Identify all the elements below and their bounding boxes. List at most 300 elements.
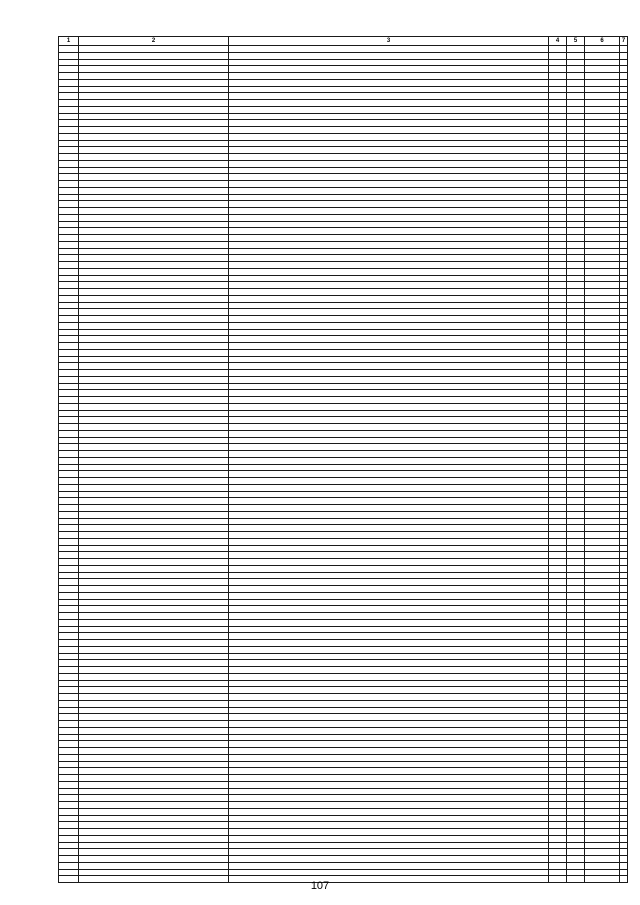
table-row — [59, 383, 628, 390]
table-cell — [567, 316, 585, 323]
table-row — [59, 208, 628, 215]
table-cell — [585, 721, 620, 728]
page-number: 107 — [310, 880, 330, 892]
table-cell — [59, 113, 79, 120]
table-header-row — [59, 37, 628, 46]
table-row — [59, 444, 628, 451]
table-cell — [79, 113, 229, 120]
table-cell — [229, 748, 549, 755]
table-cell — [79, 700, 229, 707]
works-table — [58, 36, 628, 883]
table-cell — [59, 154, 79, 161]
table-cell — [549, 86, 567, 93]
table-cell — [620, 565, 628, 572]
table-cell — [229, 673, 549, 680]
table-cell — [620, 430, 628, 437]
table-row — [59, 694, 628, 701]
table-cell — [59, 451, 79, 458]
table-cell — [567, 552, 585, 559]
table-cell — [567, 808, 585, 815]
table-body — [59, 37, 628, 883]
table-cell — [59, 491, 79, 498]
table-cell — [585, 545, 620, 552]
table-cell — [549, 511, 567, 518]
table-cell — [567, 592, 585, 599]
table-cell — [79, 559, 229, 566]
table-cell — [59, 282, 79, 289]
table-cell — [59, 79, 79, 86]
table-cell — [620, 545, 628, 552]
table-cell — [229, 140, 549, 147]
table-cell — [59, 552, 79, 559]
table-row — [59, 842, 628, 849]
table-cell — [59, 248, 79, 255]
table-cell — [567, 133, 585, 140]
table-cell — [567, 52, 585, 59]
table-cell — [620, 154, 628, 161]
table-cell — [549, 228, 567, 235]
table-cell — [229, 457, 549, 464]
table-cell — [567, 471, 585, 478]
table-row — [59, 721, 628, 728]
table-cell — [229, 289, 549, 296]
table-row — [59, 606, 628, 613]
table-cell — [229, 430, 549, 437]
table-cell — [229, 228, 549, 235]
table-cell — [79, 370, 229, 377]
table-cell — [229, 862, 549, 869]
table-cell — [585, 73, 620, 80]
table-cell — [620, 538, 628, 545]
table-cell — [620, 579, 628, 586]
table-cell — [229, 221, 549, 228]
table-cell — [229, 370, 549, 377]
table-row — [59, 329, 628, 336]
table-cell — [549, 640, 567, 647]
table-cell — [620, 835, 628, 842]
table-row — [59, 228, 628, 235]
table-row — [59, 140, 628, 147]
table-cell — [585, 451, 620, 458]
table-cell — [59, 268, 79, 275]
table-cell — [59, 700, 79, 707]
table-cell — [585, 397, 620, 404]
table-cell — [567, 862, 585, 869]
table-cell — [585, 754, 620, 761]
table-cell — [567, 491, 585, 498]
table-cell — [620, 525, 628, 532]
table-cell — [585, 160, 620, 167]
table-cell — [229, 592, 549, 599]
table-cell — [567, 714, 585, 721]
table-row — [59, 363, 628, 370]
table-cell — [229, 721, 549, 728]
table-cell — [549, 52, 567, 59]
table-cell — [567, 383, 585, 390]
table-cell — [229, 687, 549, 694]
table-cell — [620, 464, 628, 471]
table-row — [59, 430, 628, 437]
table-cell — [585, 275, 620, 282]
table-cell — [620, 336, 628, 343]
table-cell — [567, 613, 585, 620]
table-cell — [585, 835, 620, 842]
table-row — [59, 741, 628, 748]
table-cell — [79, 289, 229, 296]
table-cell — [79, 694, 229, 701]
table-cell — [549, 181, 567, 188]
table-cell — [620, 869, 628, 876]
table-row — [59, 680, 628, 687]
table-cell — [79, 140, 229, 147]
table-row — [59, 592, 628, 599]
table-cell — [549, 802, 567, 809]
table-cell — [229, 316, 549, 323]
table-cell — [59, 525, 79, 532]
table-cell — [620, 248, 628, 255]
table-cell — [59, 208, 79, 215]
table-cell — [229, 106, 549, 113]
table-cell — [567, 397, 585, 404]
table-cell — [549, 862, 567, 869]
table-cell — [620, 599, 628, 606]
table-cell — [567, 228, 585, 235]
table-cell — [59, 147, 79, 154]
table-cell — [585, 208, 620, 215]
table-cell — [59, 336, 79, 343]
table-cell — [585, 444, 620, 451]
table-cell — [229, 484, 549, 491]
table-cell — [79, 275, 229, 282]
table-cell — [549, 127, 567, 134]
table-cell — [549, 457, 567, 464]
table-cell — [229, 241, 549, 248]
table-cell — [567, 309, 585, 316]
table-cell — [585, 289, 620, 296]
table-row — [59, 417, 628, 424]
table-cell — [567, 336, 585, 343]
table-cell — [620, 194, 628, 201]
table-cell — [585, 592, 620, 599]
table-cell — [585, 316, 620, 323]
table-cell — [229, 802, 549, 809]
table-cell — [79, 741, 229, 748]
table-cell — [79, 147, 229, 154]
table-row — [59, 160, 628, 167]
table-cell — [79, 592, 229, 599]
table-cell — [620, 471, 628, 478]
table-cell — [585, 127, 620, 134]
table-row — [59, 302, 628, 309]
table-cell — [567, 640, 585, 647]
table-cell — [549, 93, 567, 100]
table-cell — [620, 478, 628, 485]
table-cell — [585, 565, 620, 572]
table-cell — [59, 761, 79, 768]
table-cell — [59, 768, 79, 775]
table-cell — [620, 667, 628, 674]
table-row — [59, 309, 628, 316]
table-cell — [79, 154, 229, 161]
table-cell — [59, 235, 79, 242]
table-row — [59, 451, 628, 458]
table-cell — [549, 680, 567, 687]
table-cell — [59, 808, 79, 815]
header-cell-3: 3 — [229, 37, 549, 46]
table-row — [59, 106, 628, 113]
table-cell — [229, 667, 549, 674]
table-cell — [549, 147, 567, 154]
table-cell — [79, 795, 229, 802]
table-cell — [567, 295, 585, 302]
table-row — [59, 673, 628, 680]
table-cell — [585, 383, 620, 390]
table-cell — [620, 619, 628, 626]
table-cell — [549, 437, 567, 444]
table-cell — [59, 788, 79, 795]
table-cell — [620, 673, 628, 680]
table-cell — [549, 471, 567, 478]
table-row — [59, 545, 628, 552]
table-cell — [59, 619, 79, 626]
table-row — [59, 822, 628, 829]
table-cell — [229, 822, 549, 829]
table-cell — [620, 795, 628, 802]
table-cell — [620, 343, 628, 350]
table-cell — [620, 383, 628, 390]
table-cell — [549, 815, 567, 822]
table-cell — [79, 383, 229, 390]
table-cell — [549, 241, 567, 248]
table-cell — [620, 727, 628, 734]
table-cell — [567, 46, 585, 53]
table-row — [59, 559, 628, 566]
table-cell — [79, 565, 229, 572]
table-cell — [549, 586, 567, 593]
table-cell — [59, 484, 79, 491]
table-cell — [59, 174, 79, 181]
table-cell — [620, 748, 628, 755]
table-cell — [79, 619, 229, 626]
table-cell — [59, 349, 79, 356]
table-row — [59, 700, 628, 707]
table-cell — [585, 154, 620, 161]
table-cell — [79, 660, 229, 667]
table-cell — [59, 59, 79, 66]
table-cell — [585, 181, 620, 188]
table-row — [59, 505, 628, 512]
table-cell — [549, 592, 567, 599]
table-cell — [567, 187, 585, 194]
table-row — [59, 518, 628, 525]
table-cell — [620, 606, 628, 613]
table-cell — [567, 262, 585, 269]
table-cell — [59, 221, 79, 228]
table-row — [59, 484, 628, 491]
table-cell — [549, 700, 567, 707]
table-cell — [229, 491, 549, 498]
table-cell — [79, 295, 229, 302]
table-cell — [585, 761, 620, 768]
table-cell — [585, 79, 620, 86]
table-cell — [620, 46, 628, 53]
table-cell — [567, 201, 585, 208]
table-cell — [229, 376, 549, 383]
table-cell — [549, 322, 567, 329]
table-cell — [567, 599, 585, 606]
table-cell — [229, 700, 549, 707]
table-cell — [79, 424, 229, 431]
table-cell — [549, 397, 567, 404]
table-row — [59, 194, 628, 201]
table-cell — [549, 775, 567, 782]
table-cell — [229, 390, 549, 397]
table-cell — [567, 66, 585, 73]
table-cell — [79, 208, 229, 215]
table-cell — [229, 505, 549, 512]
table-cell — [229, 869, 549, 876]
table-cell — [549, 235, 567, 242]
table-cell — [585, 187, 620, 194]
table-cell — [549, 424, 567, 431]
table-cell — [59, 390, 79, 397]
table-cell — [229, 133, 549, 140]
table-cell — [79, 707, 229, 714]
table-cell — [620, 86, 628, 93]
table-cell — [59, 424, 79, 431]
table-cell — [549, 633, 567, 640]
table-cell — [549, 343, 567, 350]
table-cell — [229, 201, 549, 208]
table-cell — [59, 754, 79, 761]
table-cell — [585, 370, 620, 377]
table-row — [59, 167, 628, 174]
table-cell — [79, 640, 229, 647]
table-cell — [585, 869, 620, 876]
table-cell — [549, 856, 567, 863]
table-cell — [585, 572, 620, 579]
table-cell — [549, 646, 567, 653]
table-cell — [229, 52, 549, 59]
table-cell — [59, 741, 79, 748]
table-cell — [229, 208, 549, 215]
table-cell — [79, 255, 229, 262]
table-cell — [549, 835, 567, 842]
table-cell — [59, 694, 79, 701]
table-cell — [79, 505, 229, 512]
table-cell — [567, 349, 585, 356]
table-cell — [229, 127, 549, 134]
table-cell — [79, 363, 229, 370]
table-cell — [585, 390, 620, 397]
table-cell — [79, 532, 229, 539]
table-cell — [229, 147, 549, 154]
table-cell — [620, 403, 628, 410]
table-cell — [59, 127, 79, 134]
table-cell — [229, 160, 549, 167]
table-cell — [79, 221, 229, 228]
table-cell — [567, 822, 585, 829]
table-row — [59, 154, 628, 161]
table-cell — [585, 538, 620, 545]
table-cell — [567, 559, 585, 566]
table-cell — [549, 133, 567, 140]
table-cell — [229, 511, 549, 518]
table-cell — [59, 356, 79, 363]
table-cell — [229, 849, 549, 856]
table-cell — [79, 856, 229, 863]
table-cell — [549, 316, 567, 323]
table-cell — [585, 788, 620, 795]
table-cell — [79, 869, 229, 876]
table-cell — [229, 187, 549, 194]
table-row — [59, 565, 628, 572]
table-cell — [585, 430, 620, 437]
table-cell — [59, 592, 79, 599]
table-cell — [620, 842, 628, 849]
table-cell — [549, 667, 567, 674]
table-cell — [567, 376, 585, 383]
table-cell — [567, 626, 585, 633]
table-cell — [59, 275, 79, 282]
table-cell — [79, 322, 229, 329]
table-cell — [229, 417, 549, 424]
table-cell — [620, 660, 628, 667]
table-cell — [620, 140, 628, 147]
table-cell — [549, 106, 567, 113]
table-cell — [549, 73, 567, 80]
table-cell — [620, 417, 628, 424]
table-cell — [585, 646, 620, 653]
table-cell — [585, 775, 620, 782]
table-cell — [59, 322, 79, 329]
table-cell — [79, 106, 229, 113]
table-cell — [79, 862, 229, 869]
table-cell — [549, 673, 567, 680]
table-cell — [79, 181, 229, 188]
table-cell — [567, 73, 585, 80]
table-cell — [567, 646, 585, 653]
table-cell — [585, 700, 620, 707]
table-cell — [620, 707, 628, 714]
table-cell — [79, 572, 229, 579]
table-cell — [585, 106, 620, 113]
table-cell — [567, 511, 585, 518]
table-cell — [567, 748, 585, 755]
table-cell — [79, 788, 229, 795]
table-cell — [229, 174, 549, 181]
table-cell — [585, 518, 620, 525]
table-row — [59, 241, 628, 248]
table-cell — [585, 140, 620, 147]
table-cell — [79, 248, 229, 255]
header-cell-4: 4 — [549, 37, 567, 46]
table-row — [59, 113, 628, 120]
table-cell — [549, 417, 567, 424]
table-cell — [567, 444, 585, 451]
table-row — [59, 667, 628, 674]
table-cell — [79, 849, 229, 856]
table-cell — [79, 518, 229, 525]
table-cell — [620, 363, 628, 370]
table-cell — [585, 505, 620, 512]
table-cell — [59, 302, 79, 309]
table-cell — [549, 484, 567, 491]
table-cell — [585, 640, 620, 647]
table-cell — [585, 586, 620, 593]
table-cell — [229, 741, 549, 748]
table-row — [59, 66, 628, 73]
